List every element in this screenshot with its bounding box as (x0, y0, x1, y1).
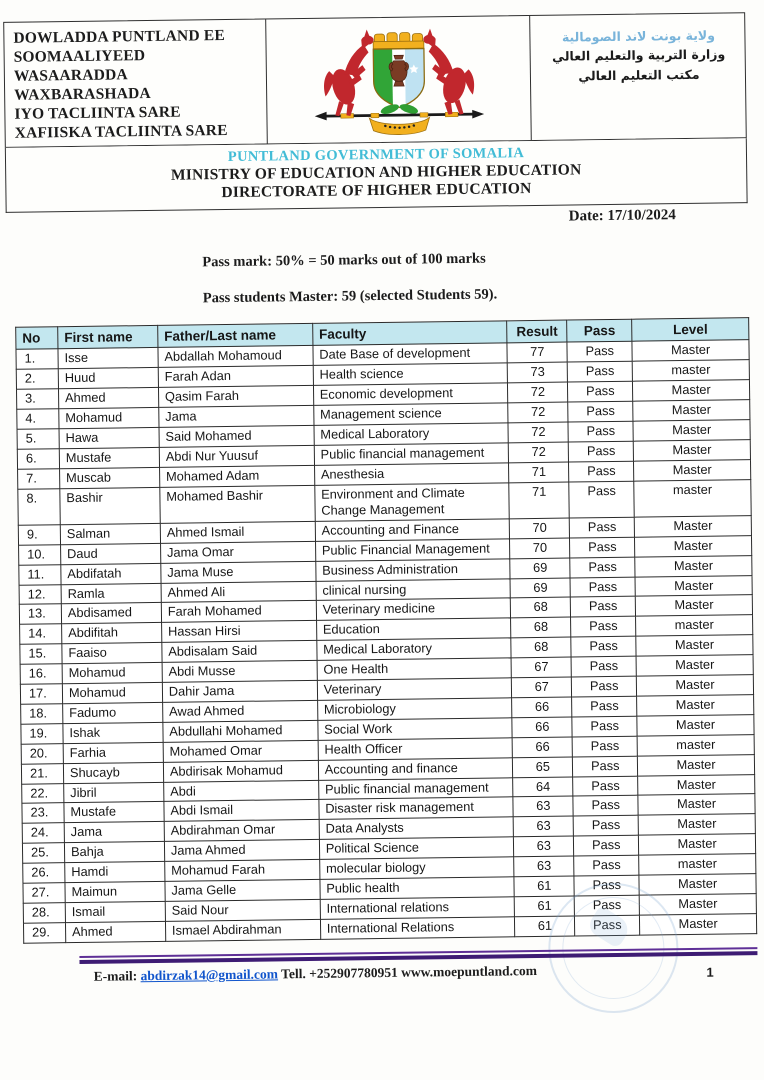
cell-pass: Pass (575, 915, 640, 936)
cell-result: 69 (510, 558, 570, 579)
cell-father-name: Qasim Farah (158, 386, 313, 408)
cell-father-name: Jama Muse (161, 561, 316, 583)
cell-level: master (637, 734, 754, 755)
cell-father-name: Mohamed Bashir (160, 485, 315, 523)
cell-result: 70 (510, 518, 570, 539)
cell-pass: Pass (573, 815, 638, 836)
cell-first-name: Abdisamed (61, 603, 161, 624)
cell-first-name: Farhia (63, 742, 163, 763)
cell-father-name: Jama Omar (160, 541, 315, 563)
cell-level: Master (633, 420, 750, 441)
cell-first-name: Ismail (65, 901, 165, 922)
cell-faculty: Medical Laboratory (317, 638, 512, 660)
cell-father-name: Said Mohamed (159, 425, 314, 447)
cell-father-name: Mohamud Farah (165, 859, 320, 881)
col-header-faculty: Faculty (312, 321, 507, 346)
cell-faculty: Data Analysts (319, 817, 514, 839)
letterhead (3, 12, 747, 148)
cell-no: 28. (23, 903, 65, 923)
cell-no: 13. (19, 604, 61, 624)
cell-no: 24. (22, 823, 64, 843)
cell-no: 22. (22, 783, 64, 803)
cell-no: 19. (21, 724, 63, 744)
cell-result: 70 (510, 538, 570, 559)
cell-level: Master (636, 655, 753, 676)
cell-no: 6. (17, 449, 59, 469)
cell-faculty: Public financial management (318, 777, 513, 799)
cell-result: 71 (509, 462, 569, 483)
cell-first-name: Jibril (64, 782, 164, 803)
cell-faculty: Public financial management (314, 443, 509, 465)
cell-faculty: International relations (320, 897, 515, 919)
cell-pass: Pass (569, 481, 634, 518)
cell-father-name: Abdi Musse (162, 661, 317, 683)
cell-level: Master (635, 575, 752, 596)
cell-faculty: Disaster risk management (319, 797, 514, 819)
cell-no: 4. (17, 409, 59, 429)
cell-result: 68 (511, 617, 571, 638)
cell-first-name: Muscab (59, 467, 159, 488)
cell-father-name: Farah Mohamed (161, 601, 316, 623)
cell-pass: Pass (574, 895, 639, 916)
cell-result: 68 (511, 637, 571, 658)
cell-no: 16. (20, 664, 62, 684)
cell-result: 72 (508, 382, 568, 403)
cell-level: Master (633, 380, 750, 401)
cell-faculty: International Relations (320, 917, 515, 939)
cell-level: Master (639, 893, 756, 914)
cell-result: 61 (515, 916, 575, 937)
cell-result: 66 (512, 697, 572, 718)
col-header-first-name: First name (58, 326, 158, 349)
somali-line: XAFIISKA TACLIINTA SARE (14, 121, 228, 142)
cell-faculty: Veterinary medicine (316, 598, 511, 620)
cell-no: 27. (23, 883, 65, 903)
cell-no: 8. (18, 488, 60, 525)
somali-line: IYO TACLIINTA SARE (14, 103, 181, 123)
cell-first-name: Abdifatah (61, 563, 161, 584)
cell-first-name: Ahmed (58, 388, 158, 409)
cell-no: 14. (20, 624, 62, 644)
somali-line: WASAARADDA WAXBARASHADA (13, 66, 151, 104)
cell-level: Master (636, 635, 753, 656)
cell-level: Master (633, 400, 750, 421)
cell-level: Master (635, 555, 752, 576)
cell-no: 10. (19, 545, 61, 565)
cell-no: 29. (23, 922, 65, 942)
cell-pass: Pass (569, 441, 634, 462)
cell-no: 2. (16, 369, 58, 389)
cell-level: Master (637, 695, 754, 716)
cell-result: 63 (514, 856, 574, 877)
email-label: E-mail: (93, 968, 138, 984)
cell-no: 20. (21, 743, 63, 763)
col-header-result: Result (507, 320, 567, 343)
cell-faculty: Social Work (318, 718, 513, 740)
cell-first-name: Bashir (60, 487, 160, 525)
cell-faculty: Medical Laboratory (314, 423, 509, 445)
cell-no: 5. (17, 429, 59, 449)
cell-father-name: Jama Gelle (165, 879, 320, 901)
cell-no: 25. (22, 843, 64, 863)
cell-level: Master (632, 340, 749, 361)
contact-line (94, 960, 758, 985)
cell-father-name: Abdisalam Said (162, 641, 317, 663)
cell-level: Master (634, 516, 751, 537)
cell-faculty: clinical nursing (316, 578, 511, 600)
arabic-line: مكتب التعليم العالي (578, 66, 700, 84)
cell-no: 15. (20, 644, 62, 664)
cell-result: 69 (510, 578, 570, 599)
cell-no: 23. (22, 803, 64, 823)
cell-first-name: Fadumo (63, 702, 163, 723)
pass-mark-note: Pass mark: 50% = 50 marks out of 100 marks (202, 251, 486, 271)
cell-pass: Pass (570, 577, 635, 598)
cell-faculty: Environment and Climate Change Management (315, 483, 510, 522)
cell-father-name: Said Nour (165, 899, 320, 921)
cell-result: 68 (511, 598, 571, 619)
cell-faculty: Microbiology (317, 698, 512, 720)
cell-faculty: Management science (313, 403, 508, 425)
cell-result: 77 (507, 342, 567, 363)
cell-faculty: molecular biology (319, 857, 514, 879)
cell-level: Master (634, 459, 751, 480)
cell-first-name: Mohamud (59, 408, 159, 429)
cell-level: Master (635, 595, 752, 616)
cell-no: 1. (16, 349, 58, 369)
cell-result: 72 (508, 402, 568, 423)
cell-first-name: Ramla (61, 583, 161, 604)
cell-level: Master (638, 774, 755, 795)
cell-first-name: Mustafe (59, 447, 159, 468)
cell-no: 12. (19, 584, 61, 604)
cell-level: master (634, 479, 751, 517)
cell-result: 71 (509, 482, 569, 519)
results-table (15, 318, 757, 944)
cell-first-name: Jama (64, 822, 164, 843)
cell-no: 21. (21, 763, 63, 783)
cell-pass: Pass (571, 597, 636, 618)
cell-faculty: Public health (320, 877, 515, 899)
cell-pass: Pass (572, 696, 637, 717)
cell-result: 67 (512, 677, 572, 698)
cell-result: 63 (514, 836, 574, 857)
puntland-coat-of-arms-icon (295, 22, 502, 139)
cell-no: 7. (18, 468, 60, 488)
cell-first-name: Hamdi (65, 861, 165, 882)
cell-first-name: Ahmed (65, 921, 165, 942)
cell-result: 64 (513, 777, 573, 798)
cell-result: 72 (508, 422, 568, 443)
cell-result: 66 (512, 737, 572, 758)
pass-students-note: Pass students Master: 59 (selected Students 59). (202, 286, 498, 307)
cell-father-name: Awad Ahmed (162, 700, 317, 722)
title-block (5, 139, 748, 214)
cell-first-name: Salman (60, 523, 160, 544)
col-header-father-name: Father/Last name (158, 324, 313, 348)
date-label: Date: 17/10/2024 (568, 207, 676, 225)
cell-father-name: Abdallah Mohamoud (158, 346, 313, 368)
col-header-no: No (16, 327, 58, 350)
cell-pass: Pass (570, 517, 635, 538)
cell-pass: Pass (570, 557, 635, 578)
cell-level: Master (638, 754, 755, 775)
cell-father-name: Abdi (164, 780, 319, 802)
cell-father-name: Ahmed Ismail (160, 521, 315, 543)
cell-faculty: Political Science (319, 837, 514, 859)
website-label: www.moepuntland.com (401, 963, 538, 980)
cell-pass: Pass (567, 342, 632, 363)
cell-result: 61 (514, 876, 574, 897)
cell-level: Master (637, 714, 754, 735)
cell-pass: Pass (574, 835, 639, 856)
cell-pass: Pass (573, 796, 638, 817)
cell-level: Master (637, 675, 754, 696)
page-number: 1 (706, 964, 714, 980)
cell-father-name: Abdi Ismail (164, 800, 319, 822)
cell-level: master (636, 615, 753, 636)
cell-faculty: Accounting and Finance (315, 519, 510, 541)
cell-first-name: Huud (58, 368, 158, 389)
cell-first-name: Mohamud (62, 663, 162, 684)
col-header-pass: Pass (567, 320, 632, 343)
cell-level: Master (638, 814, 755, 835)
cell-faculty: Anesthesia (314, 463, 509, 485)
cell-pass: Pass (573, 756, 638, 777)
cell-first-name: Isse (58, 348, 158, 369)
cell-result: 65 (513, 757, 573, 778)
cell-result: 67 (511, 657, 571, 678)
cell-father-name: Abdirisak Mohamud (163, 760, 318, 782)
directorate-title: DIRECTORATE OF HIGHER EDUCATION (221, 180, 532, 202)
phone-label: Tell. +252907780951 (281, 964, 398, 982)
cell-father-name: Dahir Jama (162, 680, 317, 702)
cell-faculty: Health Officer (318, 738, 513, 760)
arabic-header-block (529, 13, 748, 140)
cell-pass: Pass (568, 401, 633, 422)
cell-faculty: Business Administration (316, 559, 511, 581)
cell-father-name: Mohamed Adam (159, 465, 314, 487)
cell-father-name: Farah Adan (158, 366, 313, 388)
cell-father-name: Abdi Nur Yuusuf (159, 445, 314, 467)
cell-no: 3. (17, 389, 59, 409)
cell-first-name: Faaiso (62, 643, 162, 664)
cell-result: 63 (513, 796, 573, 817)
cell-pass: Pass (570, 537, 635, 558)
cell-level: Master (638, 794, 755, 815)
cell-level: master (632, 360, 749, 381)
arabic-line: وزارة التربية والتعليم العالي (552, 46, 726, 65)
arabic-line: ولاية بونت لاند الصومالية (561, 27, 716, 45)
somali-line: SOOMAALIYEED (13, 46, 146, 66)
cell-level: master (639, 854, 756, 875)
cell-pass: Pass (573, 776, 638, 797)
cell-pass: Pass (568, 381, 633, 402)
cell-first-name: Mustafe (64, 802, 164, 823)
cell-no: 18. (21, 704, 63, 724)
cell-father-name: Ahmed Ali (161, 581, 316, 603)
cell-faculty: Public Financial Management (315, 539, 510, 561)
col-header-level: Level (632, 318, 749, 342)
cell-level: Master (639, 834, 756, 855)
cell-pass: Pass (569, 461, 634, 482)
cell-father-name: Abdullahi Mohamed (163, 720, 318, 742)
cell-no: 17. (20, 684, 62, 704)
cell-father-name: Ismael Abdirahman (165, 919, 320, 941)
cell-faculty: Accounting and finance (318, 757, 513, 779)
cell-pass: Pass (572, 736, 637, 757)
cell-pass: Pass (568, 421, 633, 442)
cell-faculty: Veterinary (317, 678, 512, 700)
cell-level: Master (640, 913, 757, 934)
cell-pass: Pass (571, 656, 636, 677)
cell-first-name: Daud (60, 543, 160, 564)
cell-father-name: Jama (159, 405, 314, 427)
emblem-cell (266, 16, 531, 144)
cell-result: 72 (509, 442, 569, 463)
cell-pass: Pass (574, 875, 639, 896)
ministry-title: MINISTRY OF EDUCATION AND HIGHER EDUCATION (170, 161, 582, 185)
cell-first-name: Shucayb (63, 762, 163, 783)
email-link[interactable]: abdirzak14@gmail.com (140, 966, 279, 984)
cell-first-name: Hawa (59, 427, 159, 448)
cell-father-name: Hassan Hirsi (161, 621, 316, 643)
cell-faculty: Date Base of development (313, 343, 508, 365)
cell-no: 11. (19, 564, 61, 584)
somali-header-block (4, 19, 268, 147)
cell-pass: Pass (574, 855, 639, 876)
cell-pass: Pass (572, 716, 637, 737)
cell-first-name: Abdifitah (62, 623, 162, 644)
cell-faculty: Education (316, 618, 511, 640)
cell-pass: Pass (568, 362, 633, 383)
cell-result: 66 (512, 717, 572, 738)
cell-first-name: Ishak (63, 722, 163, 743)
cell-faculty: Economic development (313, 383, 508, 405)
somali-line: DOWLADDA PUNTLAND EE (13, 27, 226, 47)
cell-faculty: Health science (313, 363, 508, 385)
cell-pass: Pass (571, 636, 636, 657)
cell-result: 61 (515, 896, 575, 917)
cell-level: Master (635, 535, 752, 556)
cell-level: Master (633, 440, 750, 461)
cell-father-name: Abdirahman Omar (164, 820, 319, 842)
government-title: PUNTLAND GOVERNMENT OF SOMALIA (227, 145, 525, 166)
cell-result: 73 (508, 362, 568, 383)
cell-faculty: One Health (317, 658, 512, 680)
cell-result: 63 (513, 816, 573, 837)
cell-no: 26. (23, 863, 65, 883)
cell-father-name: Jama Ahmed (164, 840, 319, 862)
cell-pass: Pass (572, 676, 637, 697)
cell-level: Master (639, 874, 756, 895)
cell-first-name: Maimun (65, 881, 165, 902)
cell-no: 9. (18, 525, 60, 545)
footer (79, 947, 757, 985)
cell-pass: Pass (571, 617, 636, 638)
cell-first-name: Bahja (64, 842, 164, 863)
cell-father-name: Mohamed Omar (163, 740, 318, 762)
cell-first-name: Mohamud (62, 682, 162, 703)
